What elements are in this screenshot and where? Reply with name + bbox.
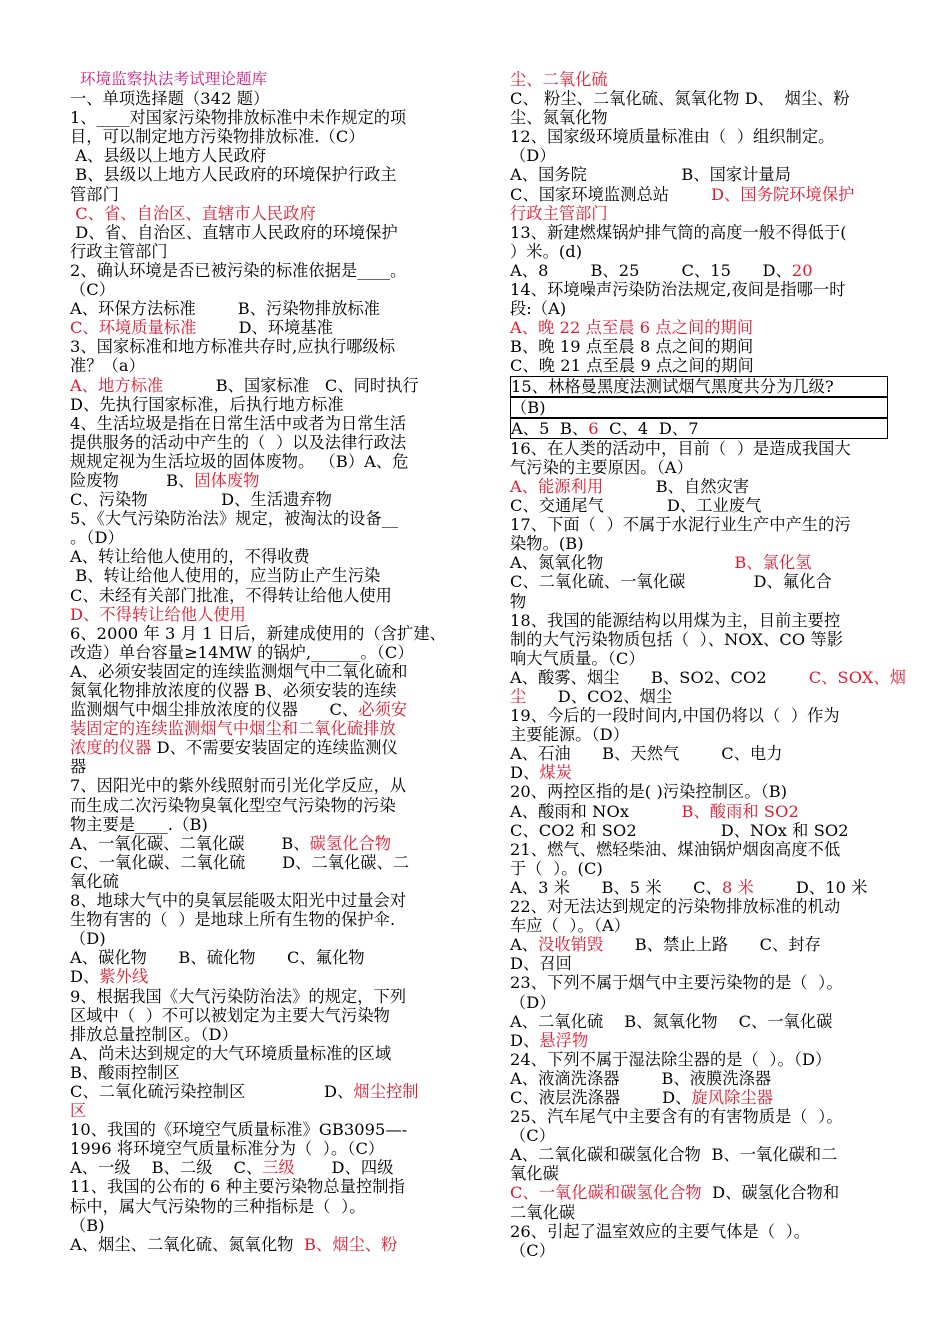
text-segment: ）米。(d) <box>510 241 583 261</box>
text-line <box>70 471 470 490</box>
text-segment: 行政主管部门 <box>70 241 168 261</box>
text-line <box>510 108 910 127</box>
text-line <box>70 528 470 547</box>
text-line <box>510 744 910 763</box>
text-segment: （C） <box>510 1240 556 1260</box>
text-line <box>70 1197 470 1216</box>
text-line <box>70 547 470 566</box>
text-line <box>510 204 910 223</box>
text-line <box>70 1025 470 1044</box>
answer-highlight: C、一氧化碳和碳氢化合物 <box>510 1183 702 1203</box>
answer-highlight: B、烟尘、粉 <box>304 1234 398 1254</box>
text-line <box>510 1107 910 1126</box>
text-line <box>510 397 888 418</box>
text-line <box>70 834 470 853</box>
text-segment: 氧化硫 <box>70 871 119 891</box>
text-line <box>70 815 470 834</box>
text-line <box>510 668 910 687</box>
text-line <box>70 204 470 223</box>
text-segment: 23、下列不属于烟气中主要污染物的是（ ）。 <box>510 973 843 993</box>
answer-highlight: C、环境质量标准 <box>70 318 197 338</box>
text-segment: B、国家标准 C、同时执行 <box>163 375 419 395</box>
text-segment: 24、下列不属于湿法除尘器的是（ ）。（D） <box>510 1049 832 1069</box>
text-segment: A、碳化物 B、硫化物 C、氟化物 <box>70 948 365 968</box>
text-segment: A、环保方法标准 B、污染物排放标准 <box>70 299 381 319</box>
text-segment: 5、《大气污染防治法》规定，被淘汰的设备__ <box>70 509 399 529</box>
text-line <box>510 439 910 458</box>
text-segment: （C） <box>70 280 116 300</box>
text-line <box>510 1069 910 1088</box>
text-line <box>70 1177 470 1196</box>
text-line <box>70 108 470 127</box>
text-line <box>70 337 470 356</box>
text-line <box>510 318 910 337</box>
text-line <box>510 993 910 1012</box>
text-line <box>510 280 910 299</box>
text-segment: 制的大气污染物质包括（ ）、NOX、CO 等影 <box>510 629 844 649</box>
text-segment: A、3 米 B、5 米 C、 <box>510 877 722 897</box>
text-segment: A、转让给他人使用的，不得收费 <box>70 547 310 567</box>
text-segment: 氧化碳 <box>510 1164 559 1184</box>
text-segment: B、县级以上地方人民政府的环境保护行政主 <box>70 165 397 185</box>
answer-highlight: 尘 <box>510 687 527 706</box>
text-segment: D、先执行国家标准，后执行地方标准 <box>70 394 344 414</box>
answer-highlight: 碳氢化合物 <box>309 833 392 853</box>
text-segment: 二氧化碳 <box>510 1202 576 1222</box>
text-segment: B、自然灾害 <box>603 476 750 496</box>
text-segment: 2、确认环境是否已被污染的标准依据是____。 <box>70 260 407 280</box>
text-segment: C、二氧化硫污染控制区 D、 <box>70 1081 354 1101</box>
text-line <box>510 70 910 89</box>
text-segment: C、二氧化硫、一氧化碳 D、氟化合 <box>510 572 832 592</box>
text-line <box>510 592 910 611</box>
text-line <box>70 566 470 585</box>
text-line <box>510 553 910 572</box>
text-segment: 10、我国的《环境空气质量标准》GB3095—- <box>70 1120 408 1140</box>
text-segment: 物 <box>510 591 527 611</box>
text-line <box>510 1183 910 1202</box>
text-line <box>70 433 470 452</box>
text-line <box>70 1139 470 1158</box>
text-segment: B、酸雨控制区 <box>70 1062 180 1082</box>
text-line <box>70 738 470 757</box>
text-segment: 3、国家标准和地方标准共存时,应执行哪级标 <box>70 337 396 357</box>
text-line <box>510 821 910 840</box>
text-line <box>70 127 470 146</box>
page-title: 环境监察执法考试理论题库 <box>80 70 268 88</box>
text-line <box>70 796 470 815</box>
text-line <box>510 356 910 375</box>
text-segment: C、未经有关部门批准，不得转让给他人使用 <box>70 585 392 605</box>
text-segment: 1、____对国家污染物排放标准中未作规定的项 <box>70 108 407 128</box>
text-line <box>70 605 470 624</box>
text-line <box>510 496 910 515</box>
answer-highlight: 固体废物 <box>194 470 260 490</box>
text-segment: 改造）单台容量≥14MW 的锅炉,______。（C） <box>70 642 414 662</box>
answer-highlight: 行政主管部门 <box>510 203 608 223</box>
text-segment: D、10 米 <box>753 877 868 897</box>
text-line <box>510 127 910 146</box>
text-segment: D、四级 <box>294 1158 394 1178</box>
text-segment: 16、在人类的活动中，目前（ ）是造成我国大 <box>510 438 851 458</box>
text-line <box>510 611 910 630</box>
answer-highlight: 尘、二氧化硫 <box>510 70 608 89</box>
text-line <box>510 477 910 496</box>
text-line <box>70 1101 470 1120</box>
text-line <box>510 89 910 108</box>
text-segment: 车应（ ）。（A） <box>510 916 631 936</box>
text-segment: 于（ ）。(C) <box>510 858 603 878</box>
text-segment: 一、单项选择题（342 题） <box>70 89 270 109</box>
text-line <box>70 757 470 776</box>
text-line <box>70 89 470 108</box>
answer-highlight: 烟尘控制 <box>353 1081 419 1101</box>
text-line <box>70 261 470 280</box>
text-segment: A、氮氧化物 <box>510 553 735 573</box>
text-line <box>70 146 470 165</box>
text-segment: C、一氧化碳、二氧化硫 D、二氧化碳、二 <box>70 852 410 872</box>
text-segment: A、二氧化硫 B、氮氧化物 C、一氧化碳 <box>510 1011 833 1031</box>
text-segment: 生物有害的（ ）是地球上所有生物的保护伞. <box>70 910 396 930</box>
text-segment: 提供服务的活动中产生的（ ）以及法律行政法 <box>70 432 407 452</box>
left-column <box>70 70 470 1254</box>
answer-highlight: A、晚 22 点至晨 6 点之间的期间 <box>510 318 754 338</box>
text-segment: B、晚 19 点至晨 8 点之间的期间 <box>510 337 754 357</box>
answer-highlight: 煤炭 <box>539 763 572 783</box>
text-line <box>510 916 910 935</box>
text-segment: 器 <box>70 757 87 777</box>
text-line <box>510 1145 910 1164</box>
text-segment: 26、引起了温室效应的主要气体是（ ）。 <box>510 1221 811 1241</box>
answer-highlight: 区 <box>70 1101 87 1121</box>
text-segment: 而生成二次污染物臭氧化型空气污染物的污染 <box>70 795 396 815</box>
text-line <box>510 954 910 973</box>
text-segment: A、一级 B、二级 C、 <box>70 1158 263 1178</box>
text-segment: A、必须安装固定的连续监测烟气中二氧化硫和 <box>70 661 408 681</box>
text-line <box>70 1216 470 1235</box>
text-line <box>70 395 470 414</box>
answer-highlight: 20 <box>791 260 813 280</box>
text-line <box>510 1222 910 1241</box>
text-segment: A、酸雾、烟尘 B、SO2、CO2 <box>510 667 809 687</box>
text-segment: 4、生活垃圾是指在日常生活中或者为日常生活 <box>70 413 407 433</box>
text-segment: 。（D） <box>70 528 124 548</box>
text-line <box>70 662 470 681</box>
text-segment: （B) <box>511 397 546 417</box>
text-line <box>510 1012 910 1031</box>
text-line <box>70 490 470 509</box>
text-segment: 氮氧化物排放浓度的仪器 B、必须安装的连续 <box>70 681 397 700</box>
text-line <box>70 414 470 433</box>
text-segment: D、CO2、烟尘 <box>526 687 673 706</box>
text-segment: 9、根据我国《大气污染防治法》的规定，下列 <box>70 986 407 1006</box>
text-line <box>70 165 470 184</box>
text-line <box>70 223 470 242</box>
text-segment: 1996 将环境空气质量标准分为（ ）。（C） <box>70 1139 385 1159</box>
text-line <box>510 878 910 897</box>
text-segment: C、4 D、7 <box>598 418 699 438</box>
text-line <box>70 1158 470 1177</box>
text-segment: 17、下面（ ）不属于水泥行业生产中产生的污 <box>510 515 851 535</box>
text-segment: 18、我国的能源结构以用煤为主，目前主要控 <box>510 610 841 630</box>
text-line <box>70 318 470 337</box>
answer-highlight: C、省、自治区、直辖市人民政府 <box>70 203 316 223</box>
text-segment: C、国家环境监测总站 <box>510 184 712 204</box>
text-segment: 目，可以制定地方污染物排放标准.（C） <box>70 127 365 147</box>
text-segment: 21、燃气、燃轻柴油、煤油锅炉烟囱高度不低 <box>510 839 841 859</box>
text-line <box>70 1006 470 1025</box>
text-line <box>70 509 470 528</box>
text-segment: D、 <box>510 1030 540 1050</box>
text-segment: 区域中（ ）不可以被划定为主要大气污染物 <box>70 1005 390 1025</box>
text-line <box>70 987 470 1006</box>
text-segment: 规规定视为生活垃圾的固体废物。 （B）A、危 <box>70 451 409 471</box>
text-line <box>510 1203 910 1222</box>
text-line <box>70 624 470 643</box>
answer-highlight: 浓度的仪器 <box>70 738 152 758</box>
text-segment: C、 粉尘、二氧化硫、氮氧化物 D、 烟尘、粉 <box>510 89 850 109</box>
text-line <box>70 452 470 471</box>
text-segment: 主要能源。（D） <box>510 725 629 745</box>
text-segment: D、 <box>510 763 540 783</box>
text-line <box>70 872 470 891</box>
text-segment: A、烟尘、二氧化硫、氮氧化物 <box>70 1234 305 1254</box>
text-segment: 12、国家级环境质量标准由（ ）组织制定。 <box>510 127 835 147</box>
text-line <box>510 165 910 184</box>
text-line <box>70 185 470 204</box>
text-line <box>70 280 470 299</box>
text-line <box>510 337 910 356</box>
text-segment: D、环境基准 <box>196 318 333 338</box>
text-segment: 7、因阳光中的紫外线照射而引光化学反应，从 <box>70 776 407 796</box>
text-segment: 25、汽车尾气中主要含有的有害物质是（ ）。 <box>510 1107 843 1127</box>
text-segment: A、一氧化碳、二氧化碳 B、 <box>70 833 310 853</box>
text-segment: 准？（a） <box>70 356 145 376</box>
right-question-lines <box>510 70 910 1260</box>
text-line <box>510 897 910 916</box>
text-segment: 13、新建燃煤锅炉排气筒的高度一般不得低于( <box>510 222 847 242</box>
text-segment: D、不需要安装固定的连续监测仪 <box>151 738 398 758</box>
text-segment: A、尚未达到规定的大气环境质量标准的区域 <box>70 1043 392 1063</box>
answer-highlight: 悬浮物 <box>539 1030 589 1050</box>
answer-highlight: C、SOX、烟 <box>808 667 906 687</box>
text-segment: （D） <box>510 992 556 1012</box>
text-segment: D、召回 <box>510 954 572 974</box>
text-line <box>70 1082 470 1101</box>
text-segment: A、酸雨和 NOx <box>510 801 682 821</box>
left-question-lines <box>70 89 470 1254</box>
answer-highlight: D、国务院环境保护 <box>711 184 855 204</box>
text-segment: A、5 B、 <box>511 418 589 438</box>
text-line <box>70 910 470 929</box>
text-line <box>510 185 910 204</box>
text-segment: 响大气质量。（C） <box>510 648 645 668</box>
text-segment: A、8 B、25 C、15 D、 <box>510 260 792 280</box>
text-line <box>510 458 910 477</box>
text-line <box>510 418 888 439</box>
text-line <box>510 859 910 878</box>
text-line <box>510 1126 910 1145</box>
text-line <box>70 929 470 948</box>
text-line <box>510 725 910 744</box>
answer-highlight: 8 米 <box>721 877 754 897</box>
text-line <box>70 776 470 795</box>
answer-highlight: 紫外线 <box>99 967 149 987</box>
text-line <box>70 700 470 719</box>
text-line <box>510 649 910 668</box>
text-line <box>70 681 470 700</box>
text-segment: C、液层洗涤器 D、 <box>510 1087 692 1107</box>
text-line <box>70 242 470 261</box>
text-line <box>510 630 910 649</box>
answer-highlight: 没收销毁 <box>538 935 604 955</box>
text-line <box>510 376 888 397</box>
text-line <box>70 643 470 662</box>
right-column <box>510 70 910 1260</box>
answer-highlight: 6 <box>588 418 599 438</box>
text-segment: （D) <box>70 929 106 949</box>
text-line <box>70 586 470 605</box>
text-line <box>70 1235 470 1254</box>
text-line <box>70 853 470 872</box>
text-line <box>70 299 470 318</box>
answer-highlight: B、氯化氢 <box>734 553 812 573</box>
text-segment: A、液滴洗涤器 B、液膜洗涤器 <box>510 1068 772 1088</box>
text-segment: C、CO2 和 SO2 D、NOx 和 SO2 <box>510 820 849 840</box>
text-line <box>510 1031 910 1050</box>
text-line <box>510 973 910 992</box>
text-line <box>510 1050 910 1069</box>
text-segment: 段:（A) <box>510 299 567 319</box>
text-segment: C、交通尾气 D、工业废气 <box>510 496 762 516</box>
answer-highlight: 旋风除尘器 <box>691 1087 773 1107</box>
text-line <box>70 356 470 375</box>
text-segment: A、县级以上地方人民政府 <box>70 146 267 166</box>
text-line <box>510 1164 910 1183</box>
text-segment: 染物。(B) <box>510 534 584 554</box>
text-line <box>70 1063 470 1082</box>
text-segment: A、二氧化碳和碳氢化合物 B、一氧化碳和二 <box>510 1145 838 1165</box>
text-segment: 19、今后的一段时间内,中国仍将以（ ）作为 <box>510 706 840 726</box>
text-line <box>70 967 470 986</box>
text-line <box>70 1044 470 1063</box>
text-line <box>70 891 470 910</box>
text-segment: B、禁止上路 C、封存 <box>603 935 821 955</box>
text-line <box>510 935 910 954</box>
text-segment: 标中，属大气污染物的三种指标是（ ）。 <box>70 1196 366 1216</box>
text-segment: 22、对无法达到规定的污染物排放标准的机动 <box>510 897 841 917</box>
text-line <box>510 572 910 591</box>
text-segment: A、石油 B、天然气 C、电力 <box>510 744 783 764</box>
text-line <box>510 299 910 318</box>
text-segment: C、晚 21 点至晨 9 点之间的期间 <box>510 356 754 376</box>
text-line <box>510 782 910 801</box>
text-segment: 尘、氮氧化物 <box>510 108 608 128</box>
text-segment: 险废物 B、 <box>70 470 195 490</box>
text-segment: A、 <box>510 935 539 955</box>
answer-highlight: A、能源利用 <box>510 476 604 496</box>
answer-highlight: A、地方标准 <box>70 375 164 395</box>
text-line <box>510 242 910 261</box>
answer-highlight: 三级 <box>262 1158 295 1178</box>
text-line <box>510 706 910 725</box>
text-segment: （D） <box>510 146 556 166</box>
text-segment: 11、我国的公布的 6 种主要污染物总量控制指 <box>70 1177 405 1197</box>
text-segment: 气污染的主要原因。（A） <box>510 457 693 477</box>
answer-highlight: 必须安 <box>358 700 408 720</box>
text-line <box>510 1088 910 1107</box>
answer-highlight: 装固定的连续监测烟气中烟尘和二氧化硫排放 <box>70 719 396 739</box>
text-line <box>510 261 910 280</box>
text-line <box>70 1120 470 1139</box>
text-segment: D、碳氢化合物和 <box>701 1183 840 1203</box>
text-segment: 物主要是____.（B) <box>70 814 208 834</box>
text-segment: （B) <box>70 1215 105 1235</box>
text-line <box>510 840 910 859</box>
text-segment: 8、地球大气中的臭氧层能吸太阳光中过量会对 <box>70 891 407 911</box>
text-line <box>510 534 910 553</box>
text-line <box>510 515 910 534</box>
text-segment: C、污染物 D、生活遗弃物 <box>70 490 332 510</box>
text-segment: 20、两控区指的是( )污染控制区。（B) <box>510 782 788 802</box>
text-line <box>70 719 470 738</box>
answer-highlight: B、酸雨和 SO2 <box>681 801 799 821</box>
text-line <box>510 1241 910 1260</box>
text-segment: D、省、自治区、直辖市人民政府的环境保护 <box>70 222 398 242</box>
text-line <box>510 763 910 782</box>
text-segment: 监测烟气中烟尘排放浓度的仪器 C、 <box>70 700 359 720</box>
text-segment: A、国务院 B、国家计量局 <box>510 165 792 185</box>
text-segment: D、 <box>70 967 100 987</box>
text-segment: B、转让给他人使用的，应当防止产生污染 <box>70 566 381 586</box>
text-line <box>510 802 910 821</box>
text-segment: 15、林格曼黑度法测试烟气黑度共分为几级? <box>511 376 834 396</box>
text-line <box>510 687 910 706</box>
text-segment: 14、环境噪声污染防治法规定,夜间是指哪一时 <box>510 280 846 300</box>
text-segment: 管部门 <box>70 184 119 204</box>
text-line <box>510 146 910 165</box>
text-segment: 6、2000 年 3 月 1 日后，新建成使用的（含扩建、 <box>70 623 446 643</box>
text-segment: （C） <box>510 1126 556 1146</box>
text-line <box>510 223 910 242</box>
text-line <box>70 376 470 395</box>
text-segment: 排放总量控制区。（D） <box>70 1024 238 1044</box>
answer-highlight: D、不得转让给他人使用 <box>70 604 246 624</box>
text-line <box>70 948 470 967</box>
